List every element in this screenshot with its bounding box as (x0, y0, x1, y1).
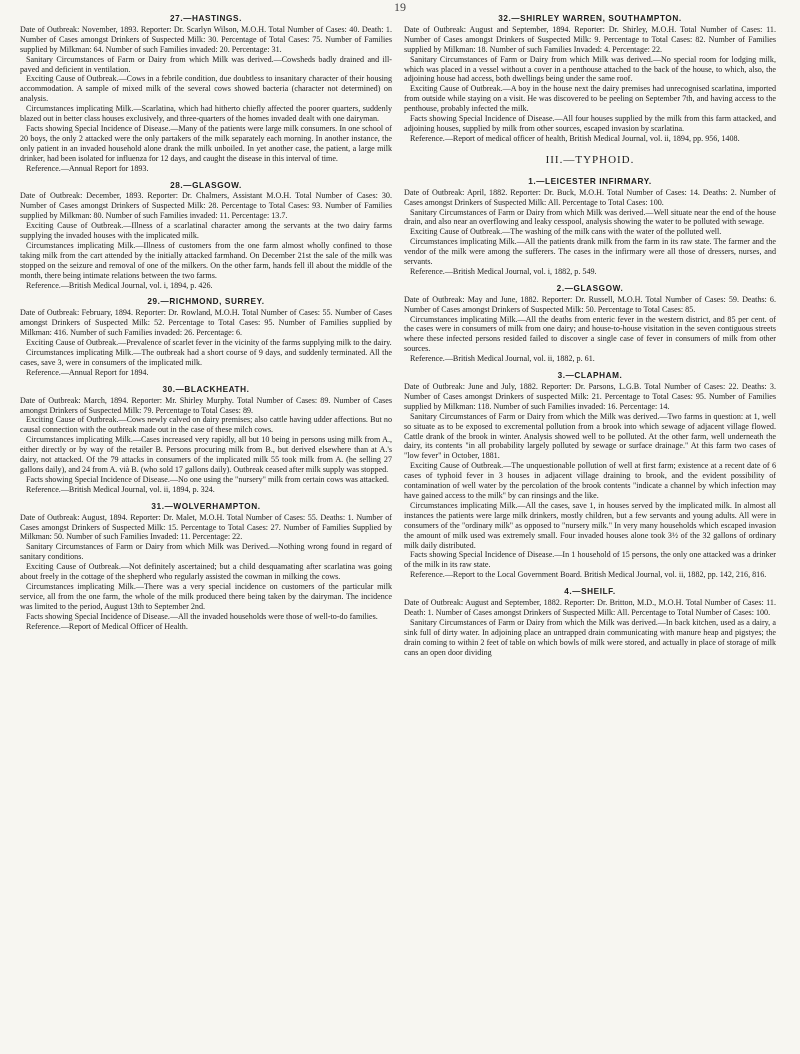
entry-paragraph: Exciting Cause of Outbreak.—Not definitely ascertained; but a child desquamating after scarlatina was going about freely in the cottage of the shepherd who regularly assisted the cowman in milking the cows. (20, 562, 392, 582)
entry-title: 31.—WOLVERHAMPTON. (151, 501, 261, 511)
entry-paragraph: Sanitary Circumstances of Farm or Dairy from which Milk was Derived.—Nothing wrong found in regard of sanitary conditions. (20, 542, 392, 562)
entry-paragraph: Exciting Cause of Outbreak.—The unquestionable pollution of well at first farm; existence at a recent date of 6 cases of typhoid fever in 3 houses in adjacent village draining to brook, and the evident possibility of contamination of well water by the percolation of the brook contents "indicate a channel by which infection may have gained access to the milk" by can rinsings and the like. (404, 461, 776, 500)
entry-paragraph: Date of Outbreak: February, 1894. Reporter: Dr. Rowland, M.O.H. Total Number of Cases: 55. Number of Cases amongst Drinkers of Suspected Milk: 52. Percentage to Total Cases: 95. Number of Families supplied by Milkman: 416. Number of such Families invaded: 26. Percentage: 6. (20, 308, 392, 338)
report-entry (404, 587, 776, 657)
entry-paragraph: Date of Outbreak: May and June, 1882. Reporter: Dr. Russell, M.O.H. Total Number of Cases: 59. Deaths: 6. Number of Cases amongst Drinkers of Suspected Milk: 50. Percentage to Total Cases: 85. (404, 294, 776, 314)
entry-paragraph: Circumstances implicating Milk.—Cases increased very rapidly, all but 10 being in persons using milk from A., either directly or by way of the retailer B. Persons procuring milk from B., but derived elsewhere than at A.'s dairy, not attacked. Of the 79 attacks in consumers of the implicated milk 55 took milk from A. (he selling 27 gallons daily), and 24 from A. vià B. (who sold 17 gallons daily). Outbreak ceased after milk supply was stopped. (20, 435, 392, 474)
section-heading-typhoid: III.—TYPHOID. (545, 153, 635, 166)
entry-paragraph: Sanitary Circumstances of Farm or Dairy from which Milk was derived.—No special room for lodging milk, which was placed in a vessel without a cover in a penthouse attached to the back of the house, to which, also, the adjoining house had access, both dwellings being under the same roof. (404, 54, 776, 84)
entry-paragraph: Circumstances implicating Milk.—All the patients drank milk from the farm in its raw state. The farmer and the vendor of the milk were among the sufferers. The cases in the infirmary were all those of dressers, nurses, and servants. (404, 237, 776, 267)
right-column-bottom-entries (404, 177, 776, 658)
left-column (20, 14, 392, 1050)
entry-title: 27.—HASTINGS. (170, 14, 242, 23)
entry-paragraph: Exciting Cause of Outbreak.—Cows newly calved on dairy premises; also cattle having udder affections. But no causal connection with the outbreak made out in the case of these milch cows. (20, 415, 392, 435)
right-column-top-entries (404, 14, 776, 144)
report-entry (20, 385, 392, 495)
entry-paragraph: Sanitary Circumstances of Farm or Dairy from which the Milk was derived.—In back kitchen, used as a dairy, a sink full of dirty water. In adjoining place an untrapped drain communicating with manure heap and pigstyes; the drain coming to within 2 feet of table on which bowls of milk were stored, and actually in place of storage of milk cans an open door dividing (404, 617, 776, 657)
entry-paragraph: Sanitary Circumstances of Farm or Dairy from which Milk was derived.—Well situate near the end of the house drain, and also near an overflowing and leaky cesspool, analysis showing the water to be polluted with sewage. (404, 207, 776, 227)
report-entry (404, 177, 776, 277)
entry-paragraph: Facts showing Special Incidence of Disease.—Many of the patients were large milk consumers. In one school of 20 boys, the only 2 attacked were the only partakers of the milk separately each morning. In another instance, the only patient in an invaded household alone drank the milk unboiled. In yet another case, the patient, a large milk drinker, had been isolated for influenza for 12 days, and caught the disease in this interval of time. (20, 123, 392, 163)
entry-paragraph: Reference.—British Medical Journal, vol. ii, 1882, p. 61. (410, 354, 595, 364)
entry-paragraph: Reference.—British Medical Journal, vol. ii, 1894, p. 324. (26, 484, 215, 494)
entry-paragraph: Reference.—Report of medical officer of health, British Medical Journal, vol. ii, 1894, pp. 956, 1408. (410, 133, 740, 143)
entry-title: 3.—CLAPHAM. (557, 371, 623, 381)
entry-paragraph: Reference.—British Medical Journal, vol. i, 1882, p. 549. (410, 266, 597, 276)
page-number: 19 (394, 0, 406, 14)
entry-paragraph: Reference.—Report of Medical Officer of Health. (26, 621, 188, 631)
entry-paragraph: Circumstances implicating Milk.—There was a very special incidence on customers of the particular milk service, all from the one farm, the whole of the milk produced there being taken by the dairyman. The incidence was limited to the period, August 13th to September 2nd. (20, 581, 392, 611)
entry-paragraph: Facts showing Special Incidence of Disease.—All four houses supplied by the milk from this farm attacked, and adjoining houses, supplied by milk from other sources, escaped invasion by scarlatina. (404, 114, 776, 133)
entry-paragraph: Facts showing Special Incidence of Disease.—No one using the "nursery" milk from certain cows was attacked. (26, 474, 389, 484)
entry-paragraph: Exciting Cause of Outbreak.—Cows in a febrile condition, due doubtless to insanitary character of their housing accommodation. A sample of mixed milk of the several cows showed bacteria (character not determined) on analysis. (20, 74, 392, 104)
report-entry (20, 181, 392, 291)
report-entry (404, 14, 776, 144)
report-entry (20, 502, 392, 632)
report-entry (20, 297, 392, 377)
entry-paragraph: Date of Outbreak: December, 1893. Reporter: Dr. Chalmers, Assistant M.O.H. Total Number of Cases: 30. Number of Cases amongst Drinkers of Suspected Milk: 28. Percentage to Total Cases: 93. Number of Families supplied by Milkman: 80. Number of such Families invaded: 11. Percentage: 13.7. (20, 191, 392, 221)
entry-paragraph: Exciting Cause of Outbreak.—Prevalence of scarlet fever in the vicinity of the farms supplying milk to the dairy. (26, 338, 392, 348)
report-entry (404, 371, 776, 580)
entry-title: 32.—SHIRLEY WARREN, SOUTHAMPTON. (498, 14, 682, 23)
entry-paragraph: Reference.—Annual Report for 1894. (26, 367, 149, 377)
entry-paragraph: Circumstances implicating Milk.—All the cases, save 1, in houses served by the implicated milk. In almost all instances the patients were large milk drinkers, mostly children, but a few servants and young adults. All were in consumers of the "ordinary milk" as opposed to "nursery milk." In very many households which escaped invasion the amount of milk used was extremely small. Four invaded houses alone took 3½ of the 32 gallons of ordinary milk daily distributed. (404, 500, 776, 550)
entry-title: 2.—GLASGOW. (556, 283, 624, 293)
entry-paragraph: Exciting Cause of Outbreak.—The washing of the milk cans with the water of the polluted well. (410, 227, 722, 237)
entry-paragraph: Circumstances implicating Milk.—Scarlatina, which had hitherto chiefly affected the poorer quarters, suddenly blazed out in better class houses exclusively, and three-quarters of the homes invaded dealt with one dairyman. (20, 104, 392, 124)
entry-title: 1.—LEICESTER INFIRMARY. (528, 176, 652, 186)
report-entry (20, 14, 392, 174)
entry-paragraph: Date of Outbreak: April, 1882. Reporter: Dr. Buck, M.O.H. Total Number of Cases: 14. Deaths: 2. Number of Cases amongst Drinkers of Suspected Milk: All. Percentage to Total Cases: 100. (404, 187, 776, 207)
entry-paragraph: Exciting Cause of Outbreak.—Illness of a scarlatinal character among the servants at the two dairy farms supplying the invaded houses with the implicated milk. (20, 221, 392, 241)
entry-paragraph: Exciting Cause of Outbreak.—A boy in the house next the dairy premises had unrecognised scarlatina, imported from outside while staying on a visit. He was discovered to be peeling on September 7th, and having access to the penthouse, probably infected the milk. (404, 84, 776, 114)
entry-paragraph: Date of Outbreak: June and July, 1882. Reporter: Dr. Parsons, L.G.B. Total Number of Cases: 22. Deaths: 3. Number of Cases amongst Drinkers of suspected Milk: 21. Percentage to Total Cases: 95. Number of Families supplied by Milkman: 118. Number of such Families invaded: 16. Percentage: 14. (404, 382, 776, 411)
entry-paragraph: Reference.—Annual Report for 1893. (26, 163, 149, 173)
entry-paragraph: Date of Outbreak: August and September, 1894. Reporter: Dr. Shirley, M.O.H. Total Number of Cases: 11. Number of Cases amongst Drinkers of Suspected Milk: 9. Percentage to Total Cases: 82. Number of Families supplied by Milkman: 18. Number of such Families Invaded: 4. Percentage: 22. (404, 24, 776, 54)
entry-title: 4.—SHEILF. (564, 587, 616, 597)
right-column (404, 14, 776, 1050)
entry-title: 29.—RICHMOND, SURREY. (147, 297, 265, 307)
entry-paragraph: Circumstances implicating Milk.—Illness of customers from the one farm almost wholly confined to those taking milk from the cart attended by the initially attacked farmhand. On December 21st the sale of the milk was stopped on the seizure and removal of one of the milkers. On the other farm, hands fell ill about the middle of the month, there being intimate relations between the two farms. (20, 240, 392, 280)
entry-paragraph: Date of Outbreak: March, 1894. Reporter: Mr. Shirley Murphy. Total Number of Cases: 89. Number of Cases amongst Drinkers of Suspected Milk: 79. Percentage to Total Cases: 89. (20, 395, 392, 415)
entry-paragraph: Date of Outbreak: August, 1894. Reporter: Dr. Malet, M.O.H. Total Number of Cases: 55. Deaths: 1. Number of Cases amongst Drinkers of Suspected Milk: 15. Percentage to Total Cases: 27. Number of Families Supplied by Milkman: 50. Number of such Families Invaded: 11. Percentage: 22. (20, 512, 392, 542)
entry-paragraph: Sanitary Circumstances of Farm or Dairy from which the Milk was derived.—Two farms in question: at 1, well so situate as to be exposed to excremental pollution from a brook into which sewage of adjacent village flowed. Cattle drank of the brook in winter. Analysis showed well to be polluted. At the other farm, well underneath the dairy, its contents "in all probability largely polluted by sewage or surface drainage." At this farm two cases of "low fever" in October, 1881. (404, 411, 776, 461)
entry-title: 30.—BLACKHEATH. (162, 384, 250, 394)
entry-paragraph: Sanitary Circumstances of Farm or Dairy from which Milk was derived.—Cowsheds badly drained and ill-paved and deficient in ventilation. (20, 54, 392, 74)
report-entry (404, 284, 776, 364)
entry-paragraph: Facts showing Special Incidence of Disease.—In 1 household of 15 persons, the only one attacked was a drinker of the milk in its raw state. (404, 550, 776, 570)
entry-paragraph: Facts showing Special Incidence of Disease.—All the invaded households were those of well-to-do families. (26, 611, 378, 621)
entry-paragraph: Reference.—British Medical Journal, vol. i, 1894, p. 426. (26, 280, 213, 290)
entry-title: 28.—GLASGOW. (170, 180, 242, 190)
entry-paragraph: Circumstances implicating Milk.—All the deaths from enteric fever in the western district, and 85 per cent. of the cases were in consumers of milk from one dairy; and house-to-house visitation in the seven contiguous streets where these infected persons resided failed to discover a single case of fever in consumers of milk from other sources. (404, 314, 776, 354)
entry-paragraph: Reference.—Report to the Local Government Board. British Medical Journal, vol. ii, 1882, pp. 142, 216, 816. (410, 570, 767, 580)
entry-paragraph: Date of Outbreak: November, 1893. Reporter: Dr. Scarlyn Wilson, M.O.H. Total Number of Cases: 40. Death: 1. Number of Cases amongst Drinkers of Suspected Milk: 30. Percentage of Total Cases: 75. Number of Families supplied by Milkman: 64. Number of such Families invaded: 20. Percentage: 31. (20, 24, 392, 54)
entry-paragraph: Date of Outbreak: August and September, 1882. Reporter: Dr. Britton, M.D., M.O.H. Total Number of Cases: 11. Death: 1. Number of Cases amongst Drinkers of Suspected Milk: All. Percentage to Total Number of Cases: 100. (404, 598, 776, 617)
entry-paragraph: Circumstances implicating Milk.—The outbreak had a short course of 9 days, and suddenly terminated. All the cases, save 3, were in consumers of the implicated milk. (20, 348, 392, 367)
